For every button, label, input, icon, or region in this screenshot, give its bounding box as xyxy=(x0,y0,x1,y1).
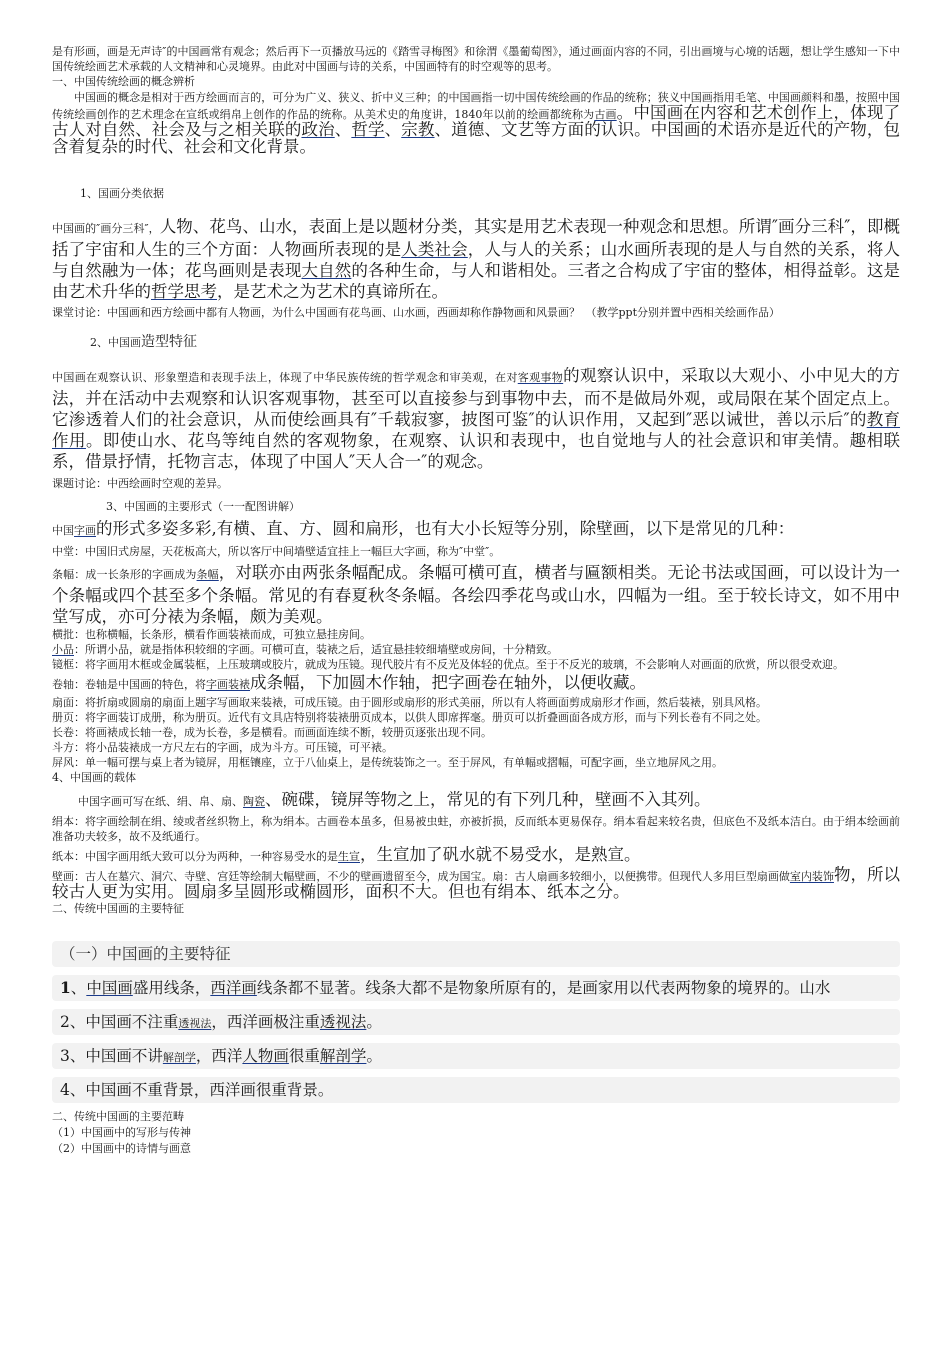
feature-2-text-b: ，西洋画极注重 xyxy=(211,1013,320,1031)
link-jiaoyu-zuoyong[interactable]: 教育作用 xyxy=(52,410,901,450)
modeling-text-a: 的观察认识中，采取以大观小、小中见大的方法，并在活动中去观察和认识客观事物，甚至可以直接参与到事物中去，而不是做局外观，或局限在某个固定点上。它渗透着人们的社会意识，从而使绘画具有″千载寂寥，披图可鉴″的认识作用，又起到″恶以诫世，善以示后″的 xyxy=(52,366,900,429)
forms-intro-small: 中国 xyxy=(52,524,74,537)
document-page xyxy=(52,44,900,1157)
link-xiaopin[interactable]: 小品 xyxy=(52,643,74,656)
form-xiaopin-text: ：所谓小品，就是指体积较细的字画。可横可直，装裱之后，适宜悬挂较细墙壁或房间，十分精致。 xyxy=(74,643,558,656)
classification-paragraph xyxy=(52,216,900,302)
features-title: （一）中国画的主要特征 xyxy=(60,945,231,963)
feature-2-text-a: 2、中国画不注重 xyxy=(60,1013,179,1031)
link-toushifa-2[interactable]: 透视法 xyxy=(319,1013,367,1031)
topic-discussion: 课题讨论：中西绘画时空观的差异。 xyxy=(52,477,228,490)
section-1-heading: 一、中国传统绘画的概念辨析 xyxy=(52,75,195,88)
feature-1-text-c: 线条都不显著。线条大都不是物象所原有的，是画家用以代表两物象的境界的。山水 xyxy=(256,979,831,997)
link-jiepouxue-1[interactable]: 解剖学 xyxy=(162,1051,196,1064)
feature-3-text-c: 很重 xyxy=(288,1047,320,1065)
feature-1-text-a: 、 xyxy=(70,979,87,997)
form-juanzhou xyxy=(52,672,900,695)
modeling-text-b: 。即使山水、花鸟等纯自然的客观物象，在观察、认识和表现中，也自觉地与人的社会意识和审美情。趣相联系，借景抒情，托物言志，体现了中国人″天人合一″的观念。 xyxy=(52,431,901,471)
link-zhexue[interactable]: 哲学 xyxy=(351,120,385,139)
feature-item-1 xyxy=(52,975,900,1001)
classification-text-c: 的各种生命，与人和谐相处。三者之合构成了宇宙的整体，相得益彰。这是由艺术升华的 xyxy=(52,261,901,301)
subsection-3-heading: 3、中国画的主要形式（一一配图讲解） xyxy=(106,500,300,513)
classification-text-small: 中国画的″画分三科″， xyxy=(52,222,160,235)
carrier-zhiben-small: 纸本：中国字画用纸大致可以分为两种，一种容易受水的是 xyxy=(52,850,338,863)
link-taoci[interactable]: 陶瓷 xyxy=(243,795,265,808)
form-changjuan: 长卷：将画裱成长轴一卷，成为长卷，多是横看。而画面连续不断，较册页逐张出现不同。 xyxy=(52,726,492,739)
form-juanzhou-small: 卷轴：卷轴是中国画的特色，将 xyxy=(52,678,206,691)
category-2: （2）中国画中的诗情与画意 xyxy=(52,1142,191,1155)
form-zhongtang: 中堂：中国旧式房屋，天花板高大，所以客厅中间墙壁适宜挂上一幅巨大字画，称为″中堂″。 xyxy=(52,545,501,558)
subsection-1-heading: 1、国画分类依据 xyxy=(80,187,164,200)
carrier-intro-small: 中国字画可写在纸、绢、帛、扇、 xyxy=(78,795,243,808)
link-daziran[interactable]: 大自然 xyxy=(301,261,352,280)
carrier-zhiben xyxy=(52,844,900,867)
form-tiaofu-big: ，对联亦由两张条幅配成。条幅可横可直，横者与匾额相类。无论书法或国画，可以设计为一个条幅或四个甚至多个条幅。常见的有春夏秋冬条幅。各绘四季花鸟或山水，四幅为一组。至于较长诗文，如不用中堂写成，亦可分裱为条幅，颇为美观。 xyxy=(52,563,901,626)
forms-intro xyxy=(52,518,900,541)
link-jiepouxue-2[interactable]: 解剖学 xyxy=(319,1047,367,1065)
form-hengpi: 横批：也称横幅，长条形，横看作画装裱而成，可独立悬挂房间。 xyxy=(52,628,371,641)
classification-text-a: 人物、花鸟、山水，表面上是以题材分类，其实是用艺术表现一种观念和思想。所谓″画分三科″，即概括了宇宙和人生的三个方面：人物画所表现的是 xyxy=(52,217,901,259)
modeling-text-small: 中国画在观察认识、形象塑造和表现手法上，体现了中华民族传统的哲学观念和审美观，在对 xyxy=(52,371,518,384)
concept-text-a: 。中国画在内容和艺术创作上，体现了古人对自然、社会及与之相关联的 xyxy=(52,103,901,139)
link-zihua-zhuangbiao[interactable]: 字画装裱 xyxy=(206,678,250,691)
section-2-heading: 二、传统中国画的主要特征 xyxy=(52,902,184,915)
link-renwuhua[interactable]: 人物画 xyxy=(242,1047,289,1065)
carrier-bihua-small: 壁画：古人在墓穴、洞穴、寺壁、宫廷等绘制大幅壁画，不少的壁画遗留至今，成为国宝。扇：古人扇画多较细小，以便携带。但现代人多用巨型扇画做 xyxy=(52,870,790,883)
link-renlei-shehui[interactable]: 人类社会 xyxy=(401,240,468,259)
features-title-bar xyxy=(52,941,900,967)
modeling-paragraph xyxy=(52,365,900,472)
subsection-2-heading xyxy=(52,334,900,351)
link-zihua[interactable]: 字画 xyxy=(74,524,96,537)
form-tiaofu xyxy=(52,562,900,627)
feature-2-text-c: 。 xyxy=(366,1013,382,1031)
link-zongjiao[interactable]: 宗教 xyxy=(401,120,435,139)
subsection-2-heading-big: 造型特征 xyxy=(141,334,197,350)
classification-text-d: ，是艺术之为艺术的真谛所在。 xyxy=(217,282,448,301)
separator: 、 xyxy=(384,120,402,139)
form-jingkuang: 镜框：将字画用木框或金属装框，上压玻璃或胶片，就成为压镜。现代胶片有不反光及体轻的优点。至于不反光的玻璃，不会影响人对画面的欣赏，所以很受欢迎。 xyxy=(52,658,844,671)
form-ceye: 册页：将字画装订成册，称为册页。近代有文具店特别将装裱册页成本，以供人即席挥毫。册页可以折叠画面各成方形，而与下列长卷有不同之处。 xyxy=(52,711,767,724)
link-keguan-shiwu[interactable]: 客观事物 xyxy=(517,371,564,384)
feature-1-number: 1 xyxy=(60,978,71,997)
feature-3-text-b: ，西洋 xyxy=(195,1047,243,1065)
link-zhexue-sikao[interactable]: 哲学思考 xyxy=(151,282,217,301)
link-tiaofu[interactable]: 条幅 xyxy=(196,568,219,581)
section-3-heading: 二、传统中国画的主要范畴 xyxy=(52,1110,184,1123)
feature-3-text-a: 3、中国画不讲 xyxy=(60,1047,163,1065)
carrier-zhiben-big: ，生宣加了矾水就不易受水，是熟宣。 xyxy=(360,845,641,864)
form-doufang: 斗方：将小品装裱成一方尺左右的字画，成为斗方。可压镜，可平裱。 xyxy=(52,741,393,754)
form-pingfeng: 屏风：单一幅可摆与桌上者为镜屏，用框镶座，立于八仙桌上，是传统装饰之一。至于屏风，有单幅或摺幅，可配字画，坐立地屏风之用。 xyxy=(52,756,723,769)
link-zhengzhi[interactable]: 政治 xyxy=(301,120,335,139)
carrier-juanben: 绢本：将字画绘制在绢、绫或者丝织物上，称为绢本。古画卷本虽多，但易被虫蛀，亦被折损，反而纸本更易保存。绢本看起来较名贵，但底色不及纸本洁白。由于绢本绘画前准备功夫较多，故不及纸通行。 xyxy=(52,815,900,843)
form-shanmian: 扇面：将折扇或圆扇的扇面上题字写画取来装裱，可成压镜。由于圆形或扇形的形式美丽，所以有人将画面剪成扇形才作画，然后装裱，别具风格。 xyxy=(52,696,767,709)
subsection-2-heading-small: 2、中国画 xyxy=(90,336,141,349)
carrier-intro xyxy=(52,789,900,812)
feature-item-3 xyxy=(52,1043,900,1069)
concept-paragraph xyxy=(52,90,900,156)
form-juanzhou-big: 成条幅，下加圆木作轴，把字画卷在轴外，以便收藏。 xyxy=(250,673,646,692)
carrier-intro-big: 、碗碟，镜屏等物之上，常见的有下列几种，壁画不入其列。 xyxy=(265,790,711,809)
classification-text-b: ，人与人的关系；山水画所表现的是人与自然的关系，将人与自然融为一体；花鸟画则是表现 xyxy=(52,240,901,280)
feature-item-4 xyxy=(52,1077,900,1103)
feature-3-text-d: 。 xyxy=(366,1047,382,1065)
form-tiaofu-small: 条幅：成一长条形的字画成为 xyxy=(52,568,197,581)
link-shengxuan[interactable]: 生宣 xyxy=(338,850,360,863)
link-shinei-zhuangshi[interactable]: 室内装饰 xyxy=(789,870,834,883)
concept-text-small: 中国画的概念是相对于西方绘画而言的，可分为广义、狭义、折中义三种；的中国画指一切中国传统绘画的作品的统称；狭义中国画指用毛笔、中国画颜料和墨，按照中国传统绘画创作的艺术理念在宣纸或绢帛上创作的作品的统称。从美术史的角度讲，1840年以前的绘画都统称为 xyxy=(52,91,900,121)
intro-paragraph: 是有形画，画是无声诗″的中国画常有观念；然后再下一页播放马远的《踏雪寻梅图》和徐渭《墨葡萄图》，通过画面内容的不同，引出画境与心境的话题，想让学生感知一下中国传统绘画艺术承载的人文精神和心灵境界。由此对中国画与诗的关系，中国画特有的时空观等的思考。 xyxy=(52,45,900,73)
link-xiyanghua[interactable]: 西洋画 xyxy=(210,979,257,997)
carrier-bihua xyxy=(52,867,900,901)
feature-1-text-b: 盛用线条， xyxy=(132,979,211,997)
carrier-bihua-big: 物，所以较古人更为实用。圆扇多呈圆形或椭圆形，面积不大。但也有绢本、纸本之分。 xyxy=(52,865,901,901)
form-xiaopin xyxy=(52,642,900,657)
link-toushifa-1[interactable]: 透视法 xyxy=(178,1017,212,1030)
feature-4-text: 4、中国画不重背景，西洋画很重背景。 xyxy=(60,1081,334,1099)
concept-text-b: 、道德、文艺等方面的认识。中国画的术语亦是近代的产物，包含着复杂的时代、社会和文化背景。 xyxy=(52,120,901,156)
subsection-4-heading: 4、中国画的载体 xyxy=(52,771,136,784)
classroom-discussion: 课堂讨论：中国画和西方绘画中都有人物画，为什么中国画有花鸟画、山水画，西画却称作静物画和风景画？ （教学ppt分别并置中西相关绘画作品） xyxy=(52,306,780,319)
feature-item-2 xyxy=(52,1009,900,1035)
link-zhongguohua[interactable]: 中国画 xyxy=(86,979,133,997)
category-1: （1）中国画中的写形与传神 xyxy=(52,1126,191,1139)
forms-intro-big: 的形式多姿多彩,有横、直、方、圆和扁形，也有大小长短等分别，除壁画，以下是常见的几种： xyxy=(96,519,795,538)
link-guhua[interactable]: 古画 xyxy=(594,108,617,121)
separator: 、 xyxy=(334,120,352,139)
